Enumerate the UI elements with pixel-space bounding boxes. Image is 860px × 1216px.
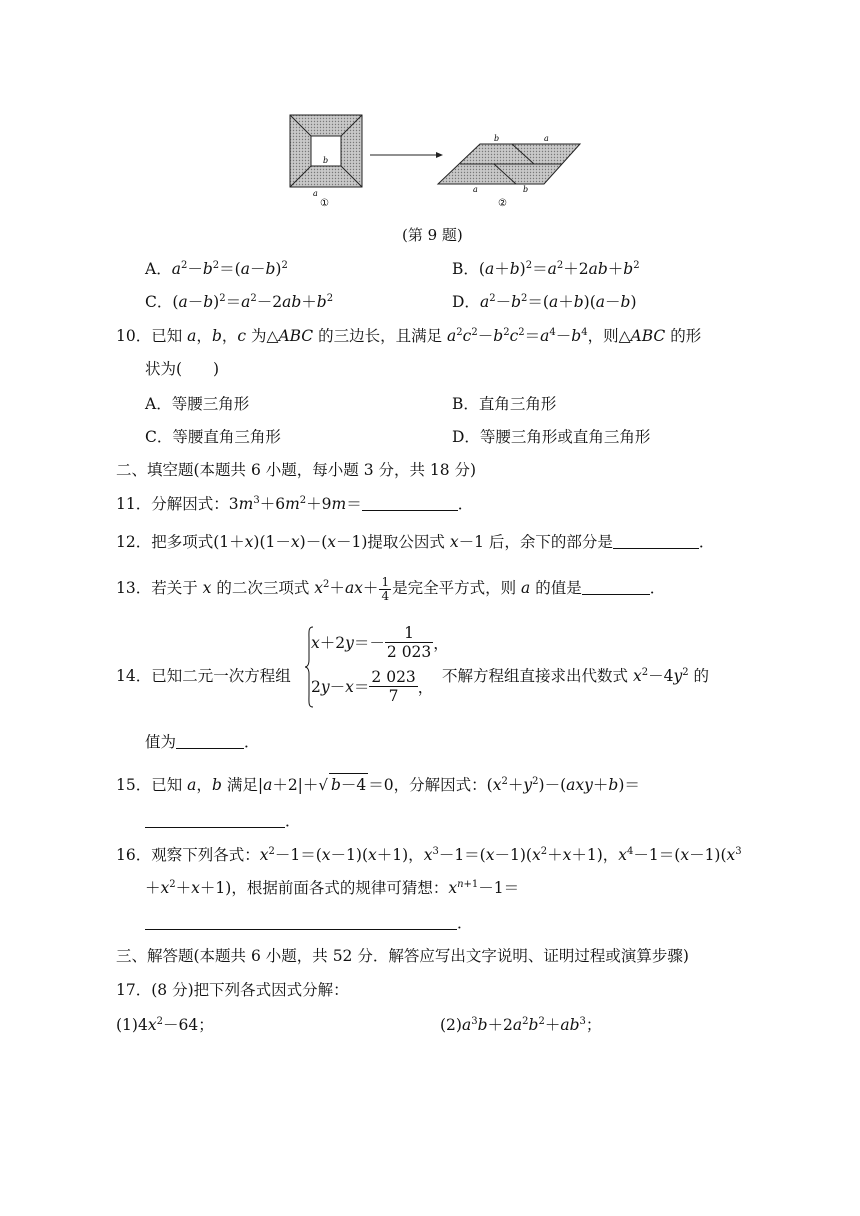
q14-equation-1: x＋2y＝－ $\frac{1}{2 023}$ ，	[311, 624, 449, 661]
q14-equation-2: 2y－x＝ $\frac{2 023}{7}$ ，	[311, 668, 434, 705]
figure-1-square-frame	[290, 115, 362, 209]
fig2-label-b-top: b	[494, 134, 500, 143]
q9-option-b: B．$(a+b)^2=a^2+2ab+b^2$	[452, 260, 640, 278]
section-2-heading: 二、填空题(本题共 6 小题，每小题 3 分，共 18 分)	[116, 461, 477, 479]
q11: 11．分解因式：$3m^3+6m^2+9m=$ ．	[116, 495, 474, 513]
q14-stem-end: 不解方程组直接求出代数式 $x^2-4y^2$ 的	[442, 667, 710, 685]
q13: 13．若关于 x 的二次三项式 $x^2+ax+$ $\frac{1}{4}$ 是完全平方式，则 a 的值是 ．	[116, 574, 666, 603]
fig1-circle-label: ①	[320, 198, 329, 209]
fig2-label-a-top: a	[544, 134, 549, 143]
q12: 12．把多项式(1＋x)(1－x)－(x－1)提取公因式 x－1 后，余下的部分是 ．	[116, 533, 715, 551]
q14: 14．已知二元一次方程组	[116, 667, 291, 685]
q14-line2: 值为 ．	[145, 733, 260, 751]
fig2-circle-label: ②	[498, 198, 507, 209]
section-3-heading: 三、解答题(本题共 6 小题，共 52 分．解答应写出文字说明、证明过程或演算步骤)	[116, 947, 689, 965]
q10-option-b: B．直角三角形	[452, 395, 557, 413]
q12-answer-blank[interactable]	[613, 534, 699, 549]
q16-line2: $+x^2+x+1$)，根据前面各式的规律可猜想：$x^{n+1}-1=$	[145, 879, 520, 897]
q16-answer-blank[interactable]	[145, 915, 457, 930]
fig2-label-a-bottom: a	[473, 185, 478, 194]
q13-answer-blank[interactable]	[582, 580, 650, 595]
q15-answer-blank[interactable]	[145, 813, 285, 828]
q15: 15．已知 a，b 满足|a＋2|＋√ b－4 ＝0，分解因式：$(x^2+y^2)-(axy+b)=$	[116, 773, 640, 796]
figure-q9	[280, 108, 600, 213]
q14-answer-blank[interactable]	[176, 734, 244, 749]
q17: 17．(8 分)把下列各式因式分解：	[116, 981, 349, 999]
fraction-one-quarter: $\frac{1}{4}$	[381, 574, 390, 603]
q9-option-c: C．$(a-b)^2=a^2-2ab+b^2$	[145, 293, 334, 311]
q15-line2: ．	[145, 810, 301, 832]
figure-caption: (第 9 题)	[402, 226, 463, 244]
fig1-label-b: b	[323, 156, 329, 165]
q9-option-a: A．$a^2-b^2=(a-b)^2$	[145, 260, 288, 278]
q10-stem-line2: 状为( )	[145, 360, 220, 378]
q9-option-d: D．$a^2-b^2=(a+b)(a-b)$	[452, 293, 637, 311]
fig1-label-a: a	[313, 189, 318, 198]
q16: 16．观察下列各式：$x^2-1=(x-1)(x+1)$，$x^3-1=(x-1)(x^2+x+1)$，$x^4-1=(x-1)(x^3$	[116, 846, 742, 864]
q10-option-a: A．等腰三角形	[145, 395, 250, 413]
q10-option-d: D．等腰三角形或直角三角形	[452, 428, 651, 446]
q17-part-1: $(1)4x^2-64$；	[116, 1016, 214, 1034]
q10-stem: 10．已知 a，b，c 为△ABC 的三边长，且满足 $a^2c^2-b^2c^2=a^4-b^4$，则△ABC 的形	[116, 327, 702, 345]
q17-part-2: $(2)a^3b+2a^2b^2+ab^3$；	[440, 1016, 602, 1034]
fig2-label-b-bottom: b	[523, 185, 529, 194]
q10-option-c: C．等腰直角三角形	[145, 428, 281, 446]
q16-line3: ．	[145, 912, 473, 934]
q11-answer-blank[interactable]	[362, 496, 458, 511]
arrow-icon	[370, 152, 443, 158]
figure-2-parallelogram	[438, 134, 580, 209]
